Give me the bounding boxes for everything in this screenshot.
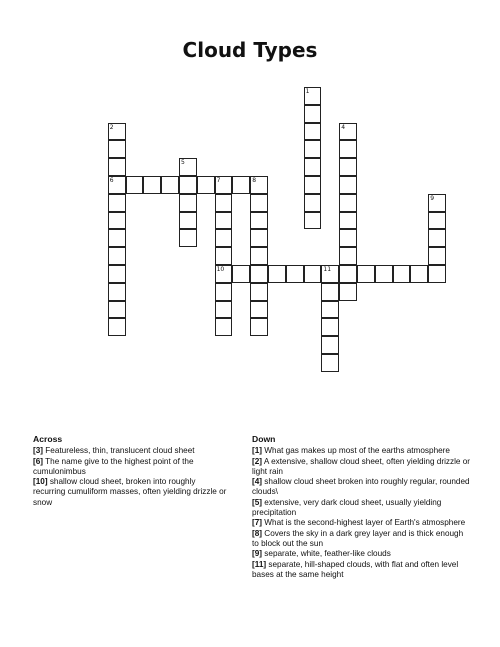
grid-cell[interactable] xyxy=(321,336,339,354)
grid-cell[interactable] xyxy=(108,194,126,212)
grid-cell[interactable] xyxy=(143,176,161,194)
across-clues xyxy=(33,434,228,508)
grid-cell[interactable] xyxy=(339,158,357,176)
grid-cell[interactable] xyxy=(393,265,411,283)
clue-label: [6] xyxy=(33,456,44,466)
clue-number: 6 xyxy=(109,177,114,184)
down-clue xyxy=(252,446,470,456)
grid-cell[interactable] xyxy=(304,212,322,230)
down-clue xyxy=(252,529,470,550)
clue-label: [2] xyxy=(252,456,263,466)
grid-cell[interactable] xyxy=(108,140,126,158)
clue-label: [9] xyxy=(252,549,263,559)
clue-text: Covers the sky in a dark grey layer and is thick enough to block out the sun xyxy=(252,528,464,548)
grid-cell[interactable] xyxy=(179,176,197,194)
grid-cell[interactable] xyxy=(321,318,339,336)
down-clue xyxy=(252,560,470,581)
grid-cell[interactable] xyxy=(268,265,286,283)
clue-number: 1 xyxy=(305,88,310,95)
grid-cell[interactable] xyxy=(215,194,233,212)
grid-cell[interactable] xyxy=(215,301,233,319)
down-heading: Down xyxy=(252,434,276,444)
clue-label: [3] xyxy=(33,446,44,456)
clue-number: 8 xyxy=(252,177,257,184)
down-clue-list xyxy=(252,446,470,580)
grid-cell[interactable] xyxy=(321,283,339,301)
grid-cell[interactable] xyxy=(339,123,357,141)
grid-cell[interactable] xyxy=(304,176,322,194)
clue-number: 4 xyxy=(341,123,346,131)
clue-text: The name give to the highest point of the cumulonimbus xyxy=(33,456,194,476)
clue-text: separate, white, feather-like clouds xyxy=(262,549,391,559)
clue-label: [7] xyxy=(252,518,263,528)
grid-cell[interactable] xyxy=(126,176,144,194)
grid-cell[interactable] xyxy=(232,176,250,194)
clue-label: [1] xyxy=(252,446,263,456)
grid-cell[interactable] xyxy=(321,265,339,283)
grid-cell[interactable] xyxy=(250,283,268,301)
grid-cell[interactable] xyxy=(339,283,357,301)
down-clue xyxy=(252,498,470,519)
grid-cell[interactable] xyxy=(108,265,126,283)
grid-cell[interactable] xyxy=(215,229,233,247)
grid-cell[interactable] xyxy=(304,87,322,105)
grid-cell[interactable] xyxy=(304,105,322,123)
grid-cell[interactable] xyxy=(197,176,215,194)
clue-text: What gas makes up most of the earths atmosphere xyxy=(262,446,450,456)
grid-cell[interactable] xyxy=(428,194,446,212)
grid-cell[interactable] xyxy=(215,318,233,336)
down-clue xyxy=(252,477,470,498)
grid-cell[interactable] xyxy=(321,301,339,319)
clue-number: 5 xyxy=(181,159,185,167)
across-clue-list xyxy=(33,446,228,508)
clue-number: 2 xyxy=(109,123,114,131)
grid-cell[interactable] xyxy=(179,229,197,247)
grid-cell[interactable] xyxy=(215,265,233,283)
grid-cell[interactable] xyxy=(215,212,233,230)
grid-cell[interactable] xyxy=(250,194,268,212)
grid-cell[interactable] xyxy=(304,265,322,283)
clue-label: [8] xyxy=(252,528,263,538)
grid-cell[interactable] xyxy=(304,194,322,212)
down-clues xyxy=(252,434,470,580)
grid-cell[interactable] xyxy=(108,247,126,265)
down-clue xyxy=(252,518,470,528)
grid-cell[interactable] xyxy=(108,283,126,301)
grid-cell[interactable] xyxy=(321,354,339,372)
grid-cell[interactable] xyxy=(339,247,357,265)
clue-text: Featureless, thin, translucent cloud sheet xyxy=(43,446,195,456)
grid-cell[interactable] xyxy=(250,301,268,319)
grid-cell[interactable] xyxy=(304,123,322,141)
grid-cell[interactable] xyxy=(357,265,375,283)
page-title: Cloud Types xyxy=(182,38,318,62)
grid-cell[interactable] xyxy=(215,176,233,194)
across-heading: Across xyxy=(33,434,63,444)
grid-cell[interactable] xyxy=(250,265,268,283)
down-clue xyxy=(252,457,470,478)
grid-cell[interactable] xyxy=(375,265,393,283)
grid-cell[interactable] xyxy=(250,247,268,265)
clue-number: 7 xyxy=(216,177,221,184)
clue-number: 9 xyxy=(430,194,435,202)
down-clue xyxy=(252,549,470,559)
grid-cell[interactable] xyxy=(161,176,179,194)
grid-cell[interactable] xyxy=(304,140,322,158)
grid-cell[interactable] xyxy=(304,158,322,176)
grid-cell[interactable] xyxy=(339,194,357,212)
grid-cell[interactable] xyxy=(250,229,268,247)
clue-label: [11] xyxy=(252,559,267,569)
grid-cell[interactable] xyxy=(339,176,357,194)
clue-number: 11 xyxy=(323,266,332,273)
grid-cell[interactable] xyxy=(179,158,197,176)
clue-label: [5] xyxy=(252,497,263,507)
grid-cell[interactable] xyxy=(232,265,250,283)
clue-label: [4] xyxy=(252,477,263,487)
grid-cell[interactable] xyxy=(108,229,126,247)
grid-cell[interactable] xyxy=(108,123,126,141)
grid-cell[interactable] xyxy=(339,140,357,158)
clue-text: shallow cloud sheet broken into roughly regular, rounded clouds\ xyxy=(252,477,470,497)
clue-text: What is the second-highest layer of Earth's atmosphere xyxy=(262,518,466,528)
grid-cell[interactable] xyxy=(108,301,126,319)
grid-cell[interactable] xyxy=(250,318,268,336)
grid-cell[interactable] xyxy=(215,247,233,265)
across-clue xyxy=(33,457,228,478)
grid-cell[interactable] xyxy=(108,318,126,336)
grid-cell[interactable] xyxy=(410,265,428,283)
grid-cell[interactable] xyxy=(339,212,357,230)
across-clue xyxy=(33,446,228,456)
grid-cell[interactable] xyxy=(339,229,357,247)
grid-cell[interactable] xyxy=(428,265,446,283)
grid-cell[interactable] xyxy=(250,212,268,230)
grid-cell[interactable] xyxy=(286,265,304,283)
grid-cell[interactable] xyxy=(428,212,446,230)
clue-text: A extensive, shallow cloud sheet, often yielding drizzle or light rain xyxy=(252,456,471,476)
across-clue xyxy=(33,477,228,508)
grid-cell[interactable] xyxy=(179,212,197,230)
grid-cell[interactable] xyxy=(250,176,268,194)
grid-cell[interactable] xyxy=(108,176,126,194)
grid-cell[interactable] xyxy=(428,229,446,247)
grid-cell[interactable] xyxy=(179,194,197,212)
clue-label: [10] xyxy=(33,477,48,487)
clue-text: separate, hill-shaped clouds, with flat and often level bases at the same height xyxy=(252,559,459,579)
clue-text: extensive, very dark cloud sheet, usually yielding precipitation xyxy=(252,497,442,518)
grid-cell[interactable] xyxy=(339,265,357,283)
clue-text: shallow cloud sheet, broken into roughly recurring cumuliform masses, often yielding drizzle or snow xyxy=(33,477,227,507)
clue-number: 10 xyxy=(216,266,225,273)
grid-cell[interactable] xyxy=(108,212,126,230)
grid-cell[interactable] xyxy=(215,283,233,301)
grid-cell[interactable] xyxy=(108,158,126,176)
grid-cell[interactable] xyxy=(428,247,446,265)
